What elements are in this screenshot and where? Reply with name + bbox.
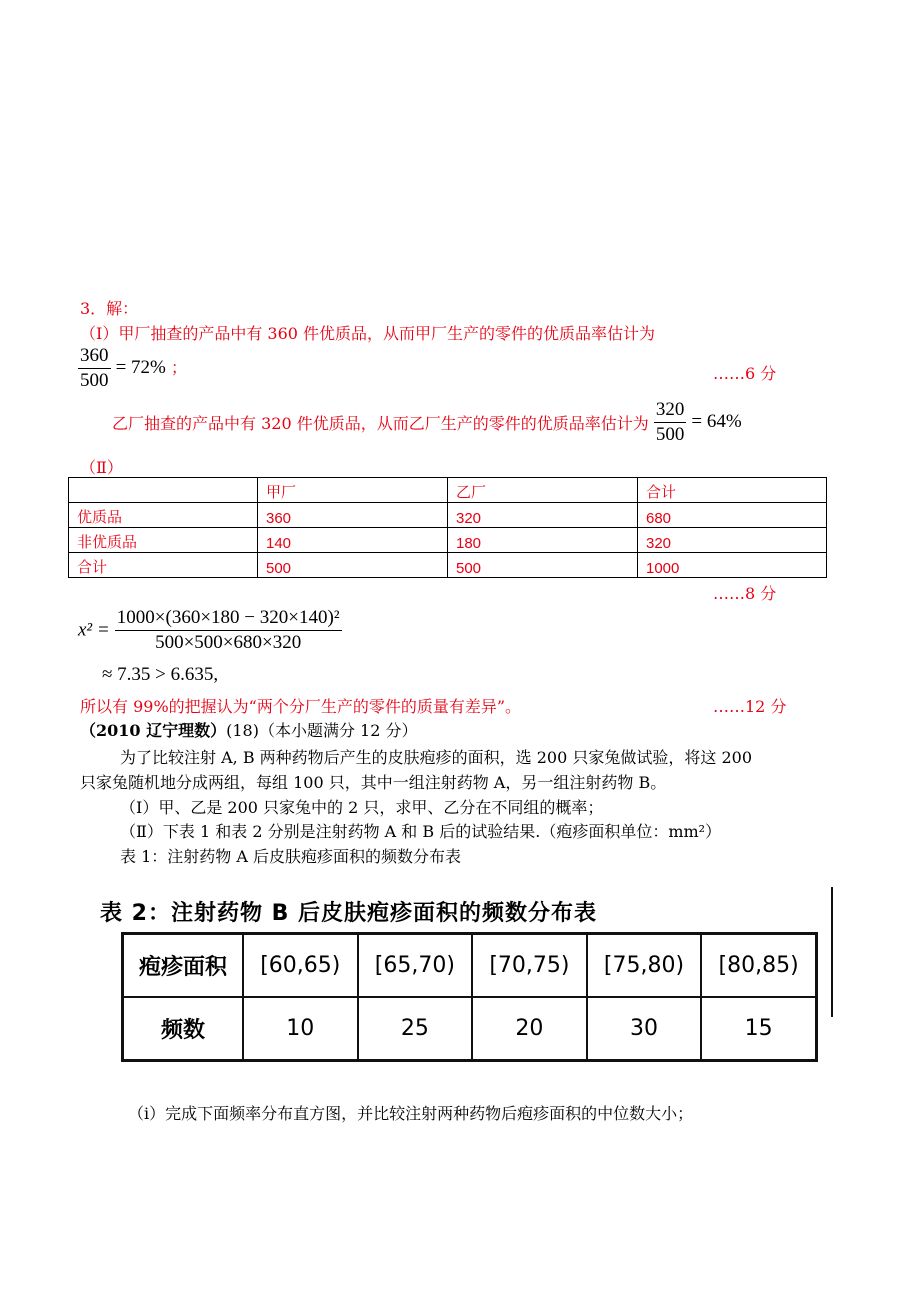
part2-label: （Ⅱ） [80, 458, 123, 477]
fraction-1-result: = 72% [115, 357, 166, 378]
fraction-2-result: = 64% [691, 411, 742, 432]
chi-square-denominator: 500×500×680×320 [155, 632, 302, 653]
table-row [123, 934, 817, 998]
score-6: ……6 分 [713, 364, 777, 383]
fraction-2-numerator: 320 [654, 398, 687, 423]
frequency-table [121, 932, 818, 1062]
sub-question-i: （ⅰ）完成下面频率分布直方图，并比较注射两种药物后疱疹面积的中位数大小； [128, 1104, 694, 1123]
frequency-cell: 10 [243, 997, 358, 1061]
part1-intro: （Ⅰ）甲厂抽查的产品中有 360 件优质品，从而甲厂生产的零件的优质品率估计为 [80, 324, 656, 343]
table-cell: 180 [448, 528, 638, 553]
contingency-table [68, 477, 827, 578]
interval-cell: [65,70) [358, 934, 473, 998]
table-cell: 320 [448, 503, 638, 528]
row-header-frequency: 频数 [123, 997, 244, 1061]
problem-source-label: （2010 辽宁理数） [80, 721, 227, 740]
frequency-cell: 30 [587, 997, 702, 1061]
fraction-1-tail: ； [170, 358, 187, 377]
chi-square-formula [78, 606, 342, 655]
problem-line-1: 为了比较注射 A, B 两种药物后产生的皮肤疱疹的面积，选 200 只家兔做试验，将这 200 [120, 748, 752, 767]
interval-cell: [75,80) [587, 934, 702, 998]
row-label: 非优质品 [69, 528, 258, 553]
table-row [69, 528, 827, 553]
table-2-title: 表 2：注射药物 B 后皮肤疱疹面积的频数分布表 [100, 901, 598, 926]
problem-number: (18)（本小题满分 12 分） [226, 721, 418, 740]
question-1: （Ⅰ）甲、乙是 200 只家兔中的 2 只，求甲、乙分在不同组的概率； [120, 798, 604, 817]
frequency-cell: 15 [701, 997, 816, 1061]
table-cell: 140 [258, 528, 448, 553]
interval-cell: [80,85) [701, 934, 816, 998]
table-header-row [69, 478, 827, 503]
table-header-cell: 甲厂 [258, 478, 448, 503]
frequency-cell: 25 [358, 997, 473, 1061]
chi-square-lhs: x² = [78, 619, 110, 641]
conclusion: 所以有 99%的把握认为“两个分厂生产的零件的质量有差异”。 [80, 697, 522, 716]
table-row [123, 997, 817, 1061]
solution-heading: 3．解： [80, 299, 139, 318]
part1-b-line [112, 398, 742, 447]
fraction-2-denominator: 500 [655, 424, 685, 445]
chi-square-numerator: 1000×(360×180 − 320×140)² [115, 606, 342, 631]
question-2: （Ⅱ）下表 1 和表 2 分别是注射药物 A 和 B 后的试验结果.（疱疹面积单位：mm²） [120, 822, 722, 841]
row-label: 优质品 [69, 503, 258, 528]
table-cell: 500 [258, 553, 448, 578]
row-label: 合计 [69, 553, 258, 578]
scan-edge-line [831, 887, 833, 1017]
table-cell: 320 [638, 528, 827, 553]
part1-b-text: 乙厂抽查的产品中有 320 件优质品，从而乙厂生产的零件的优质品率估计为 [112, 414, 649, 433]
table-row [69, 553, 827, 578]
score-12: ……12 分 [713, 697, 787, 716]
fraction-1-numerator: 360 [78, 344, 111, 369]
table-1-caption: 表 1：注射药物 A 后皮肤疱疹面积的频数分布表 [120, 847, 461, 866]
table-cell: 1000 [638, 553, 827, 578]
chi-square-approx: ≈ 7.35 > 6.635, [102, 664, 219, 685]
fraction-1-denominator: 500 [80, 370, 109, 391]
interval-cell: [60,65) [243, 934, 358, 998]
table-cell: 500 [448, 553, 638, 578]
table-row [69, 503, 827, 528]
table-cell: 360 [258, 503, 448, 528]
table-header-cell: 乙厂 [448, 478, 638, 503]
problem-source [80, 718, 418, 741]
frequency-cell: 20 [472, 997, 587, 1061]
row-header-area: 疱疹面积 [123, 934, 244, 998]
fraction-1 [78, 344, 187, 393]
score-8: ……8 分 [713, 584, 777, 603]
table-cell: 680 [638, 503, 827, 528]
table-header-cell: 合计 [638, 478, 827, 503]
problem-line-2: 只家兔随机地分成两组，每组 100 只，其中一组注射药物 A，另一组注射药物 B。 [80, 773, 667, 792]
table-header-cell [69, 478, 258, 503]
interval-cell: [70,75) [472, 934, 587, 998]
